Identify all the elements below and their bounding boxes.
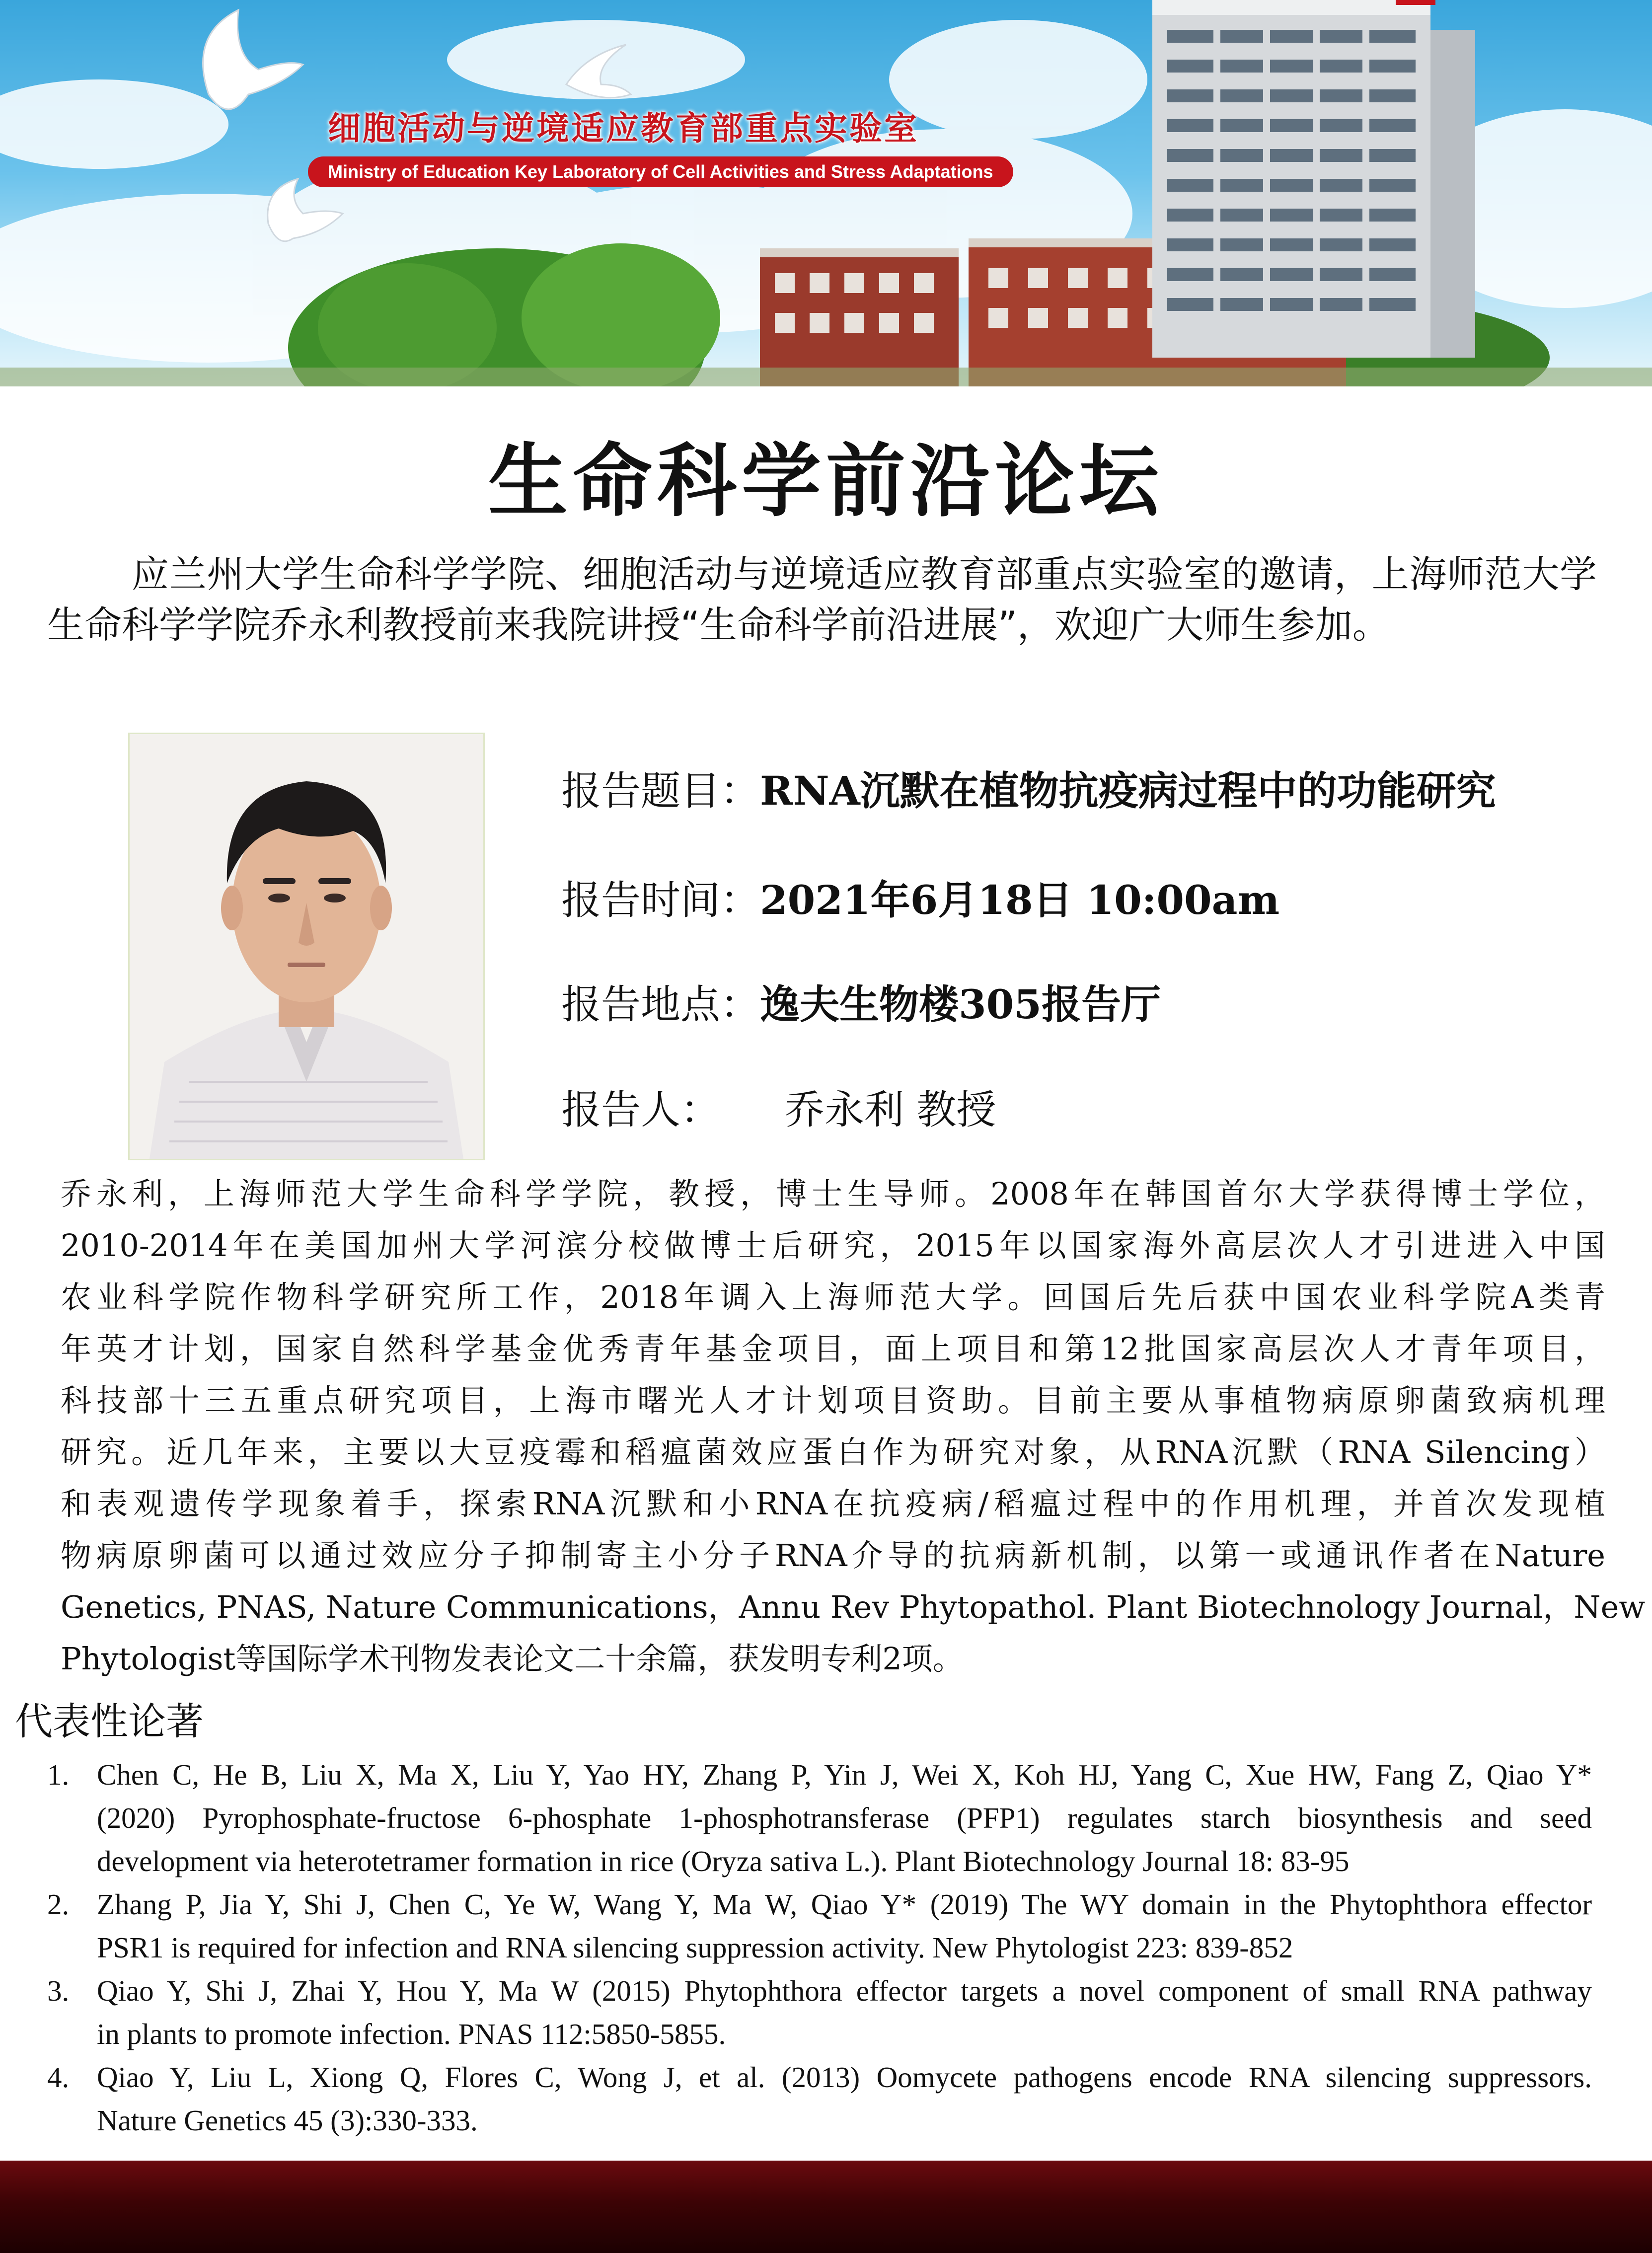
- info-time-row: [561, 868, 1279, 925]
- info-topic-row: [561, 759, 1496, 816]
- publication-number: 3.: [47, 1974, 70, 2007]
- bio-line: Genetics, PNAS, Nature Communications，Annu Rev Phytopathol. Plant Biotechnology Journal，New: [61, 1589, 1646, 1625]
- place-label: 报告地点：: [561, 981, 760, 1028]
- bio-line: 研究。近几年来，主要以大豆疫霉和稻瘟菌效应蛋白作为研究对象，从RNA沉默（RNA Silencing）: [61, 1434, 1606, 1470]
- speaker-value: 乔永利 教授: [785, 1087, 996, 1133]
- publication-item: [47, 1969, 1592, 2056]
- bio-line: Phytologist等国际学术刊物发表论文二十余篇，获发明专利2项。: [61, 1641, 964, 1677]
- lab-name-cn: 细胞活动与逆境适应教育部重点实验室: [328, 109, 919, 148]
- publication-number: 2.: [47, 1888, 70, 1921]
- publication-line: Qiao Y, Shi J, Zhai Y, Hou Y, Ma W (2015) Phytophthora effector targets a novel component of small RNA pathway: [97, 1974, 1592, 2007]
- banner-illustration: [0, 0, 1652, 386]
- bio-line: 农业科学院作物科学研究所工作，2018年调入上海师范大学。回国后先后获中国农业科学院A类青: [61, 1279, 1605, 1315]
- bio-line: 2010-2014年在美国加州大学河滨分校做博士后研究，2015年以国家海外高层次人才引进进入中国: [61, 1227, 1605, 1264]
- publication-item: [47, 1883, 1592, 1969]
- roof-flag-shape: [1396, 0, 1435, 5]
- place-value: 逸夫生物楼305报告厅: [760, 981, 1161, 1028]
- topic-value: RNA沉默在植物抗疫病过程中的功能研究: [760, 767, 1496, 814]
- publication-line: Qiao Y, Liu L, Xiong Q, Flores C, Wong J, et al. (2013) Oomycete pathogens encode RNA silencing suppressors.: [97, 2061, 1592, 2094]
- bio-line: 年英才计划，国家自然科学基金优秀青年基金项目，面上项目和第12批国家高层次人才青年项目，: [61, 1331, 1605, 1367]
- publication-item: [47, 2056, 1592, 2142]
- publication-number: 1.: [47, 1758, 70, 1791]
- topic-label: 报告题目：: [561, 768, 760, 814]
- publications-heading: 代表性论著: [15, 1699, 204, 1743]
- page-title: 生命科学前沿论坛: [488, 435, 1164, 527]
- publication-line: Nature Genetics 45 (3):330-333.: [97, 2104, 478, 2137]
- speaker-portrait-illustration: [130, 734, 483, 1159]
- publication-line: development via heterotetramer formation in rice (Oryza sativa L.). Plant Biotechnology Journal 18: 83-95: [97, 1845, 1350, 1878]
- publication-number: 4.: [47, 2061, 70, 2094]
- speaker-photo: [128, 733, 485, 1160]
- bio-line: 科技部十三五重点研究项目，上海市曙光人才计划项目资助。目前主要从事植物病原卵菌致病机理: [61, 1382, 1605, 1419]
- publication-line: in plants to promote infection. PNAS 112:5850-5855.: [97, 2018, 726, 2050]
- time-label: 报告时间：: [561, 877, 760, 923]
- footer-bar: [0, 2161, 1652, 2253]
- publication-item: [47, 1753, 1592, 1883]
- info-speaker-row: [561, 1078, 996, 1135]
- publication-line: PSR1 is required for infection and RNA silencing suppression activity. New Phytologist 223: 839-852: [97, 1931, 1293, 1964]
- speaker-bio: [61, 1168, 1646, 1685]
- bio-line: 和表观遗传学现象着手，探索RNA沉默和小RNA在抗疫病/稻瘟过程中的作用机理，并首次发现植: [61, 1486, 1605, 1522]
- publications-list: [47, 1753, 1592, 2142]
- intro-paragraph: 应兰州大学生命科学学院、细胞活动与逆境适应教育部重点实验室的邀请，上海师范大学生命科学学院乔永利教授前来我院讲授“生命科学前沿进展”，欢迎广大师生参加。: [47, 552, 1597, 647]
- publication-line: (2020) Pyrophosphate-fructose 6-phosphate 1-phosphotransferase (PFP1) regulates starch biosynthesis and seed: [97, 1802, 1592, 1834]
- bio-line: 乔永利，上海师范大学生命科学学院，教授，博士生导师。2008年在韩国首尔大学获得博士学位，: [61, 1176, 1605, 1212]
- ground-strip: [0, 368, 1652, 386]
- bio-line: 物病原卵菌可以通过效应分子抑制寄主小分子RNA介导的抗病新机制，以第一或通讯作者在Nature: [61, 1537, 1605, 1574]
- speaker-label: 报告人：: [561, 1087, 720, 1133]
- info-place-row: [561, 973, 1161, 1030]
- publication-line: Chen C, He B, Liu X, Ma X, Liu Y, Yao HY, Zhang P, Yin J, Wei X, Koh HJ, Yang C, Xue HW, Fang Z, Qiao Y*: [97, 1758, 1592, 1791]
- publication-line: Zhang P, Jia Y, Shi J, Chen C, Ye W, Wang Y, Ma W, Qiao Y* (2019) The WY domain in the Phytophthora effector: [97, 1888, 1592, 1921]
- time-value: 2021年6月18日 10:00am: [760, 877, 1280, 923]
- header-banner: [0, 0, 1652, 386]
- lab-name-en-pill: Ministry of Education Key Laboratory of Cell Activities and Stress Adaptations: [308, 156, 1013, 187]
